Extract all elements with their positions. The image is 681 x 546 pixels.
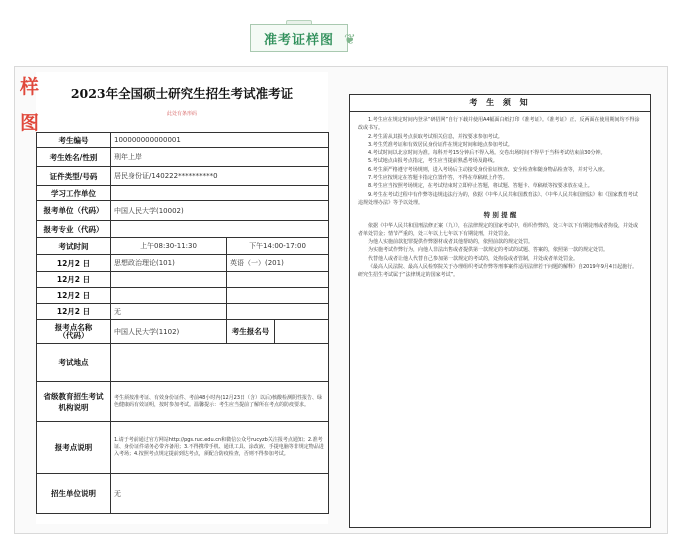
label-id: 证件类型/号码 [37, 167, 111, 186]
label-exam-time: 考试时间 [37, 238, 111, 255]
label-site-note: 报考点说明 [37, 422, 111, 474]
label-site-no: 考生报名号 [227, 320, 275, 344]
notice-title: 考 生 须 知 [350, 95, 650, 112]
page-banner [244, 20, 354, 54]
label-study-unit: 学习工作单位 [37, 186, 111, 201]
label-apply-major: 报考专业（代码） [37, 221, 111, 238]
exam-day-3: 12月2 日 [37, 288, 111, 304]
subject-pm-3 [227, 288, 329, 304]
notice-body [350, 112, 650, 284]
watermark-bottom: 图 [20, 112, 40, 134]
special-item: 为实施考试作弊行为，向他人非法出售或者提供第一款规定的考试的试题、答案的，依照第一款的规定处罚。 [368, 247, 609, 254]
label-name: 考生姓名/性别 [37, 148, 111, 167]
notice-item: 1.考生应在规定时间内登录“研招网”自行下载并使用A4幅面白纸打印《准考证》。《准考证》正、反两面在使用期间均不得涂改或书写。 [358, 117, 640, 132]
subject-am-3 [111, 288, 227, 304]
label-apply-unit: 报考单位（代码） [37, 201, 111, 221]
time-am: 上午08:30-11:30 [111, 238, 227, 255]
value-name: 刑年上岸 [111, 148, 329, 167]
barcode-note: 此处有条形码 [166, 111, 197, 117]
banner-title: 准考证样图 [250, 24, 348, 52]
label-authority: 省级教育招生考试机构说明 [37, 382, 111, 422]
special-item: 为他人实施前款犯罪提供作弊器材或者其他帮助的，依照前款的规定处罚。 [368, 239, 534, 246]
value-site-name: 中国人民大学(1102) [111, 320, 227, 344]
label-exam-no: 考生编号 [37, 133, 111, 148]
notice-item: 5.考试地点由报考点指定，考生应当提前熟悉考场及路线。 [368, 158, 498, 165]
label-site-name: 报考点名称 （代码） [37, 320, 111, 344]
watermark-top: 样 [20, 76, 40, 98]
exam-day-1: 12月2 日 [37, 255, 111, 272]
subject-pm-1: 英语（一）(201) [227, 255, 329, 272]
notice-item: 3.考生凭准考证和有效居民身份证件在规定时间和地点参加考试。 [368, 141, 513, 148]
label-exam-place: 考试地点 [37, 344, 111, 382]
time-pm: 下午14:00-17:00 [227, 238, 329, 255]
value-exam-place [111, 344, 329, 382]
value-apply-major [111, 221, 329, 238]
subject-am-1: 思想政治理论(101) [111, 255, 227, 272]
subject-pm-4 [227, 304, 329, 320]
special-item: 依据《中华人民共和国刑法修正案（九）》，在法律规定的国家考试中，组织作弊的，处三年以下有期徒刑或者拘役，并处或者单处罚金；情节严重的，处三年以上七年以下有期徒刑，并处罚金。 [358, 222, 639, 237]
notice-item: 8.考生应当按照考场规定，在考试结束时立即停止答题，将试题、答题卡、草稿纸等按要求放在桌上。 [368, 183, 593, 190]
site-note-text: 1.请于考前通过官方网站http://pgs.ruc.edu.cn和微信公众号rucyzb关注报考点通知；2.准考证、身份证件请务必带齐备用；3.不得携带手机、通讯工具、涂改液、手提电脑等非规定物品进入考场；4.按照考点规定提前到达考点，须配合防疫检查，否则不得参加考试。 [111, 422, 329, 474]
value-site-no [275, 320, 329, 344]
exam-day-2: 12月2 日 [37, 272, 111, 288]
value-apply-unit: 中国人民大学(10002) [111, 201, 329, 221]
notice-item: 2.考生需从其报考点获取考试相关信息，并按要求参加考试。 [368, 133, 503, 140]
exam-day-4: 12月2 日 [37, 304, 111, 320]
special-item: 《最高人民法院、最高人民检察院关于办理组织考试作弊等刑事案件适用法律若干问题的解释》自2019年9月4日起施行。研究生招生考试属于“法律规定的国家考试”。 [358, 264, 638, 279]
special-item: 代替他人或者让他人代替自己参加第一款规定的考试的，处拘役或者管制，并处或者单处罚金。 [368, 255, 579, 262]
notice-item: 7.考生应按规定在答题卡指定位置作答，不得在草稿纸上作答。 [368, 175, 508, 182]
ticket-table [36, 132, 329, 514]
leaf-icon: ❦ [344, 32, 356, 48]
authority-text: 考生须按准考证、有效身份证件、考前48小时内(12月23日（含）以后)核酸检测阴性报告、绿色健康码有效证明，按时参加考试。温馨提示：考生应当提前了解所在考点的防疫要求。 [111, 382, 329, 422]
subject-am-4: 无 [111, 304, 227, 320]
label-unit-note: 招生单位说明 [37, 474, 111, 514]
subject-pm-2 [227, 272, 329, 288]
notice-item: 6.考生须严格遵守考场规则，进入考场后主动接受身份验证核查、安全检查和随身物品检查等，并对号入座。 [368, 166, 608, 173]
value-id: 居民身份证/140222**********0 [111, 167, 329, 186]
value-study-unit [111, 186, 329, 201]
value-exam-no: 100000000000001 [111, 133, 329, 148]
notice-item: 9.考生在考试过程中有作弊等违规违法行为的，依据《中华人民共和国教育法》、《中华人民共和国刑法》和《国家教育考试违规处理办法》等予以处理。 [358, 191, 638, 206]
subject-am-2 [111, 272, 227, 288]
notice-item: 4.考试时间以北京时间为准。每科开考15分钟后不得入场。交卷出场时间不得早于当科考试结束前30分钟。 [368, 150, 606, 157]
ticket-title: 2023年全国硕士研究生招生考试准考证 [70, 86, 294, 101]
admission-ticket [36, 72, 328, 524]
unit-note-text: 无 [111, 474, 329, 514]
notice-panel [349, 94, 651, 528]
special-reminder-title: 特 别 提 醒 [483, 211, 517, 220]
